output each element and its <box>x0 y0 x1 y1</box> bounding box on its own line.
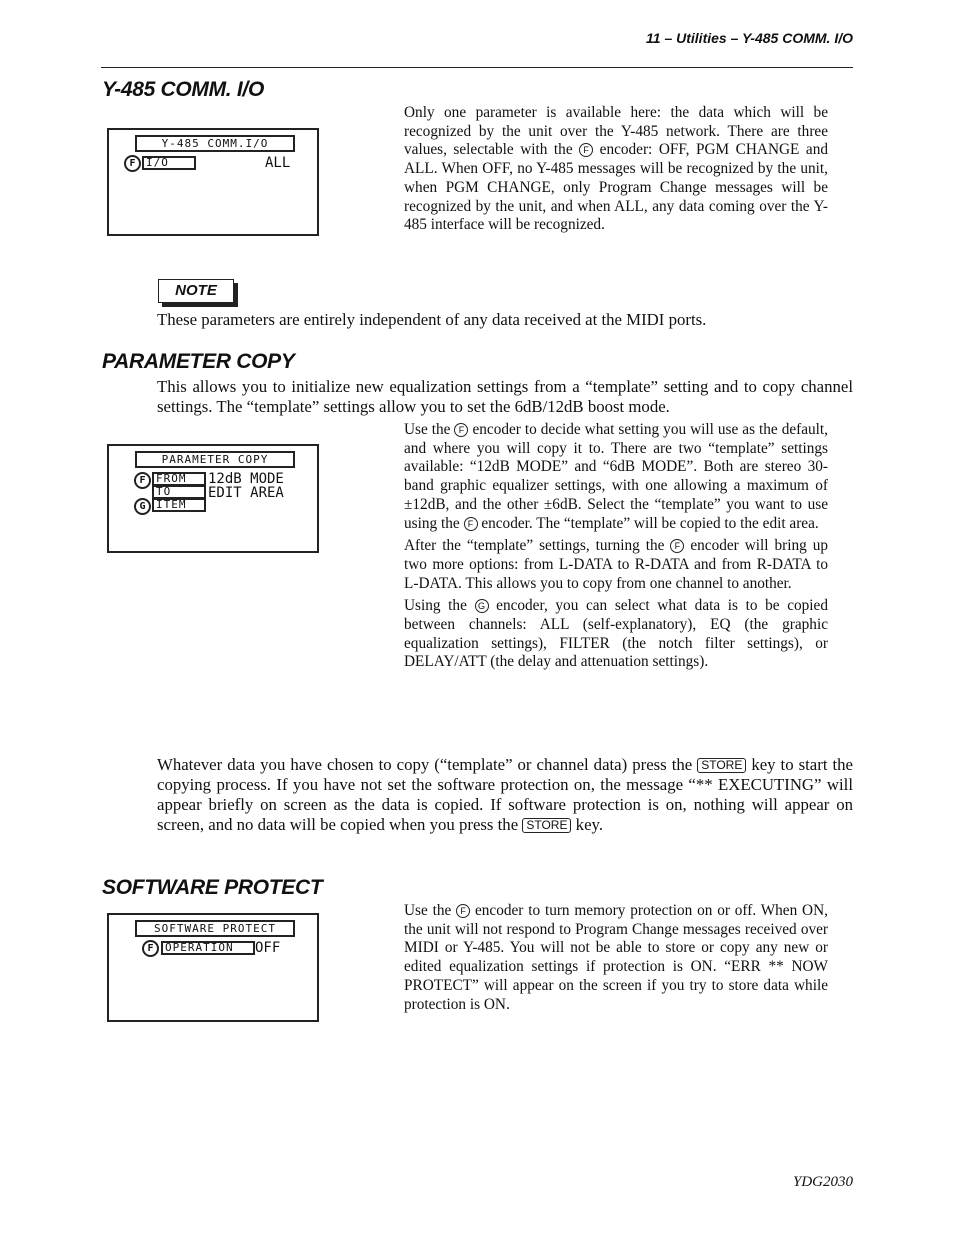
y485-body <box>404 104 828 239</box>
encoder-f-icon: F <box>670 539 684 553</box>
running-header: 11 – Utilities – Y-485 COMM. I/O <box>646 30 853 46</box>
encoder-g-icon: G <box>475 599 489 613</box>
encoder-f-icon: F <box>579 143 593 157</box>
lcd-value-to: EDIT AREA <box>208 485 284 501</box>
software-protect-body: Use the F encoder to turn memory protection on or off. When ON, the unit will not respond to Program Change messages received over MIDI or Y-485. You will not be able to store or copy any new or edited equalization settings if protection is ON. “ERR ** NOW PROTECT” will appear on the screen if you try to store data while protection is ON. <box>404 902 828 1013</box>
param-copy-body: Use the F encoder to decide what setting you will use as the default, and where you will copy it to. There are two “template” settings available: “12dB MODE” and “6dB MODE”. Both are stereo 30-band graphic equalizer settings, with one allowing a maximum of ±12dB, and the other ±6dB. Select the “template” you want to use using the F encoder. The “template” will be copied to the edit area. After the “template” settings, turning the F encoder will bring up two more options: from L-DATA to R-DATA and from R-DATA to L-DATA. This allows you to copy from one channel to another. Using the G encoder, you can select what data is to be copied between channels: ALL (self-explanatory), EQ (the graphic equalization settings), FILTER (the notch filter settings), or DELAY/ATT (the delay and attenuation settings). <box>404 421 829 671</box>
param-copy-intro: This allows you to initialize new equalization settings from a “template” setting and to copy channel settings. The “template” settings allow you to set the 6dB/12dB boost mode. <box>157 377 853 416</box>
store-key: STORE <box>522 818 571 833</box>
encoder-f-icon: F <box>124 155 141 172</box>
footer-model: YDG2030 <box>792 1174 853 1190</box>
lcd-value-from: 12dB MODE <box>208 471 284 487</box>
lcd-value: ALL <box>265 155 291 171</box>
heading-software-protect: SOFTWARE PROTECT <box>102 876 323 899</box>
text: Only one parameter is available here: the data which will be recognized by the unit over the Y-485 network. There are three values, selectable with the <box>404 104 828 159</box>
lcd-y485 <box>107 128 319 236</box>
lcd-field-to: TO <box>152 485 206 499</box>
lcd-title: PARAMETER COPY <box>135 451 295 468</box>
lcd-value: OFF <box>255 940 281 956</box>
store-key: STORE <box>697 758 746 773</box>
encoder-f-icon: F <box>456 904 470 918</box>
note-text: These parameters are entirely independent of any data received at the MIDI ports. <box>157 310 707 329</box>
note-label: NOTE <box>158 279 234 303</box>
lcd-software-protect <box>107 913 319 1022</box>
lcd-title: Y-485 COMM.I/O <box>135 135 295 152</box>
encoder-f-icon: F <box>464 517 478 531</box>
lcd-field: I/O <box>142 156 196 170</box>
param-copy-store: Whatever data you have chosen to copy (“template” or channel data) press the STORE key to start the copying process. If you have not set the software protection on, the message “** EXECUTING” will appear briefly on screen as the data is copied. If software protection is on, nothing will appear on screen, and no data will be copied when you press the STORE key. <box>157 755 853 834</box>
encoder-f-icon: F <box>134 472 151 489</box>
header-rule <box>101 67 853 68</box>
lcd-param-copy <box>107 444 319 553</box>
lcd-title: SOFTWARE PROTECT <box>135 920 295 937</box>
lcd-field-item: ITEM <box>152 498 206 512</box>
text: encoder: OFF, PGM CHANGE and ALL. When OFF, no Y-485 messages will be recognized by the unit, when PGM CHANGE, only Program Change messages will be recognized by the unit, and when ALL, any data coming over the Y-485 interface will be recognized. <box>404 141 828 234</box>
encoder-f-icon: F <box>454 423 468 437</box>
lcd-field-from: FROM <box>152 472 206 486</box>
lcd-field: OPERATION <box>161 941 255 955</box>
heading-param-copy: PARAMETER COPY <box>102 350 295 373</box>
encoder-f-icon: F <box>142 940 159 957</box>
heading-y485: Y-485 COMM. I/O <box>102 78 264 101</box>
encoder-g-icon: G <box>134 498 151 515</box>
